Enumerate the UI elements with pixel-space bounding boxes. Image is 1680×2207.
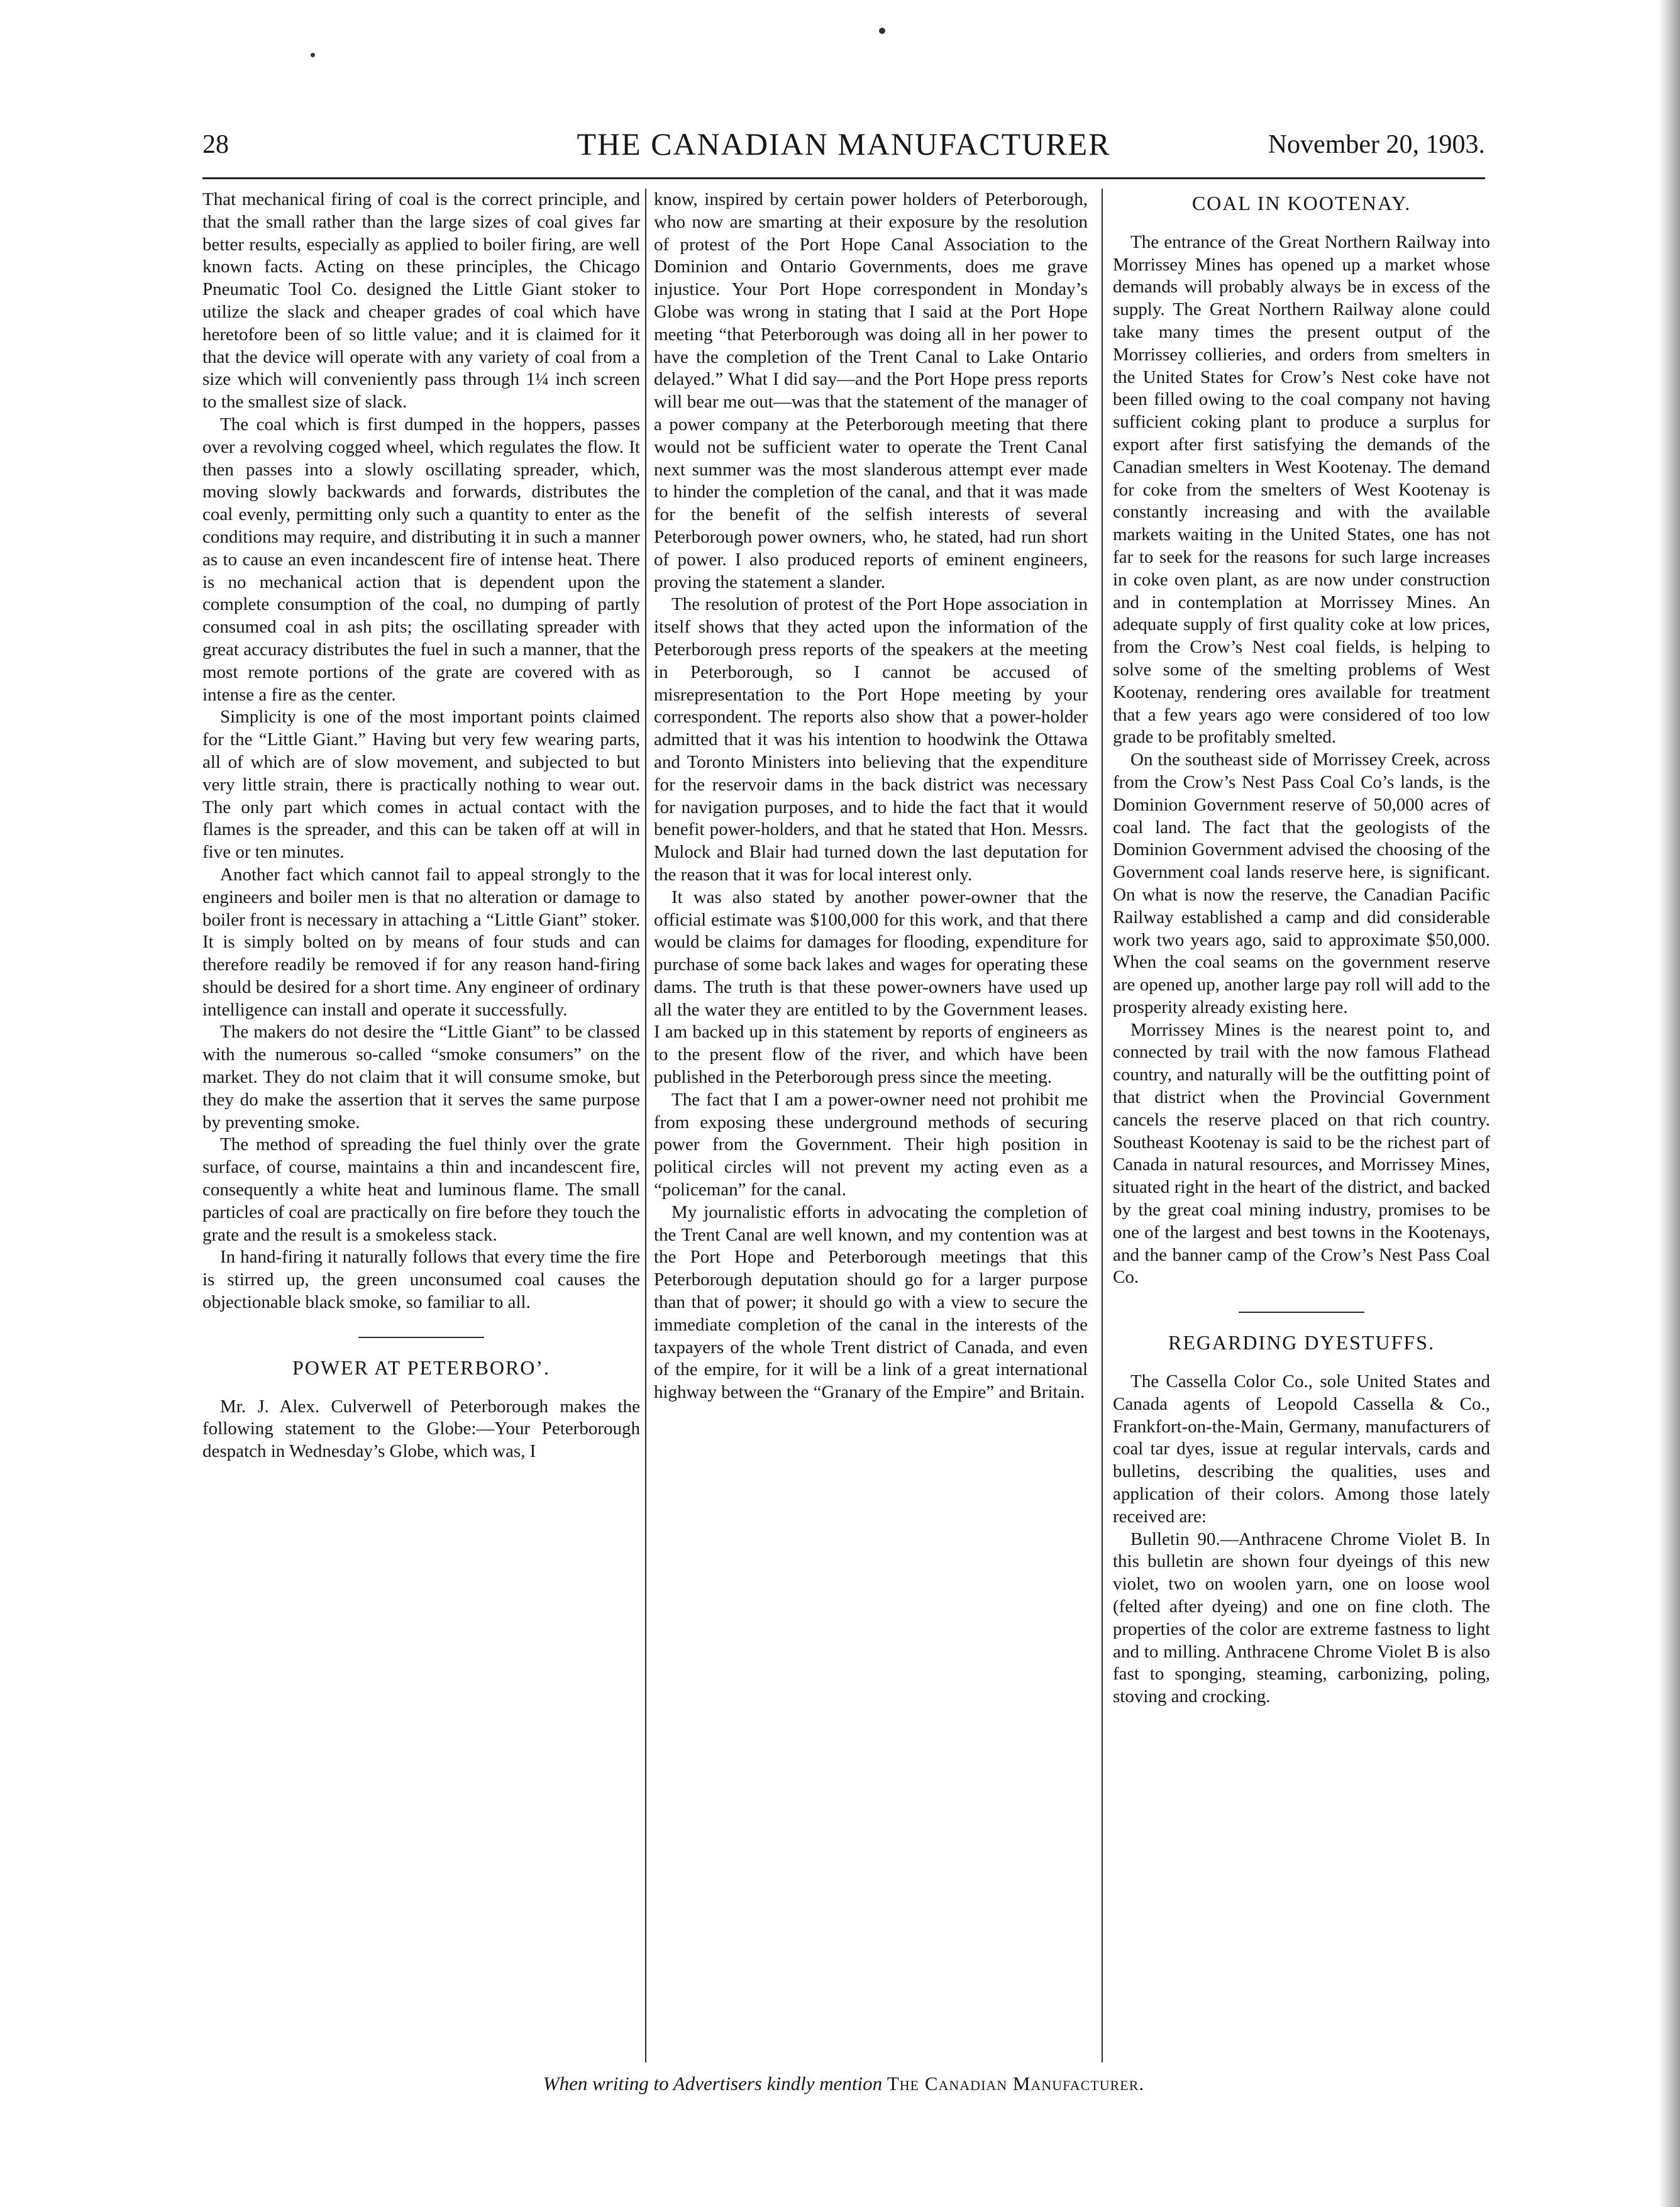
column-1 <box>202 189 640 2062</box>
article-paragraph: Mr. J. Alex. Culverwell of Peterborough makes the following statement to the Globe:—Your Peterborough despatch in Wednesday’s Globe, which was, I <box>202 1396 640 1462</box>
column-2 <box>654 189 1088 2062</box>
section-divider <box>1239 1312 1364 1313</box>
column-3 <box>1113 189 1490 2062</box>
column-rule-2 <box>1102 189 1103 2062</box>
article-paragraph: The entrance of the Great Northern Railway into Morrissey Mines has opened up a market whose demands will probably always be in excess of the supply. The Great Northern Railway alone could take many times the present output of the Morrissey collieries, and orders from smelters in the United States for Crow’s Nest coke have not been filled owing to the coal company not having sufficient coking plant to produce a surplus for export after first satisfying the demands of the Canadian smelters in West Kootenay. The demand for coke from the smelters of West Kootenay is constantly increasing and with the available markets waiting in the United States, one has not far to seek for the reasons for such large increases in coke oven plant, as are now under construction and in contemplation at Morrissey Mines. An adequate supply of first quality coke at low prices, from the Crow’s Nest coal fields, is helping to solve some of the smelting problems of West Kootenay, rendering ores available for treatment that a few years ago were considered of too low grade to be profitably smelted. <box>1113 231 1490 748</box>
masthead: THE CANADIAN MANUFACTURER <box>577 126 1111 162</box>
article-paragraph: On the southeast side of Morrissey Creek, across from the Crow’s Nest Pass Coal Co’s lands, is the Dominion Government reserve of 50,000 acres of coal land. The fact that the geologists of the Dominion Government advised the choosing of the Government coal lands reserve here, is significant. On what is now the reserve, the Canadian Pacific Railway established a camp and did considerable work two years ago, said to approximate $50,000. When the coal seams on the government reserve are opened up, another large pay roll will add to the prosperity already existing here. <box>1113 749 1490 1017</box>
article-paragraph: That mechanical firing of coal is the correct principle, and that the small rather than the large sizes of coal gives far better results, especially as applied to boiler firing, are well known facts. Acting on these principles, the Chicago Pneumatic Tool Co. designed the Little Giant stoker to utilize the slack and cheaper grades of coal which have heretofore been of so little value; and it is claimed for it that the device will operate with any variety of coal from a size which will conveniently pass through 1¼ inch screen to the smallest size of slack. <box>202 189 640 412</box>
article-heading: COAL IN KOOTENAY. <box>1191 192 1412 214</box>
article-paragraph: In hand-firing it naturally follows that every time the fire is stirred up, the green unconsumed coal causes the objectionable black smoke, so familiar to all. <box>202 1247 640 1313</box>
print-speck <box>311 53 315 57</box>
article-paragraph: The makers do not desire the “Little Giant” to be classed with the numerous so-called “smoke consumers” on the market. They do not claim that it will consume smoke, but they do make the assertion that it serves the same purpose by preventing smoke. <box>202 1022 640 1132</box>
article-heading: REGARDING DYESTUFFS. <box>1168 1331 1435 1354</box>
article-paragraph: know, inspired by certain power holders of Peterborough, who now are smarting at their exposure by the resolution of protest of the Port Hope Canal Association to the Dominion and Ontario Governments, does me grave injustice. Your Port Hope correspondent in Monday’s Globe was wrong in stating that I said at the Port Hope meeting “that Peterborough was doing all in her power to have the completion of the Trent Canal to Lake Ontario delayed.” What I did say—and the Port Hope press reports will bear me out—was that the statement of the manager of a power company at the Peterborough meeting that there would not be sufficient water to operate the Trent Canal next summer was the most slanderous attempt ever made to hinder the completion of the canal, and that it was made for the benefit of the selfish interests of several Peterborough power owners, who, he stated, had run short of power. I also produced reports of eminent engineers, proving the statement a slander. <box>654 189 1088 592</box>
page-number: 28 <box>202 130 229 159</box>
article-paragraph: Another fact which cannot fail to appeal strongly to the engineers and boiler men is that no alteration or damage to boiler front is necessary in attaching a “Little Giant” stoker. It is simply bolted on by means of four studs and can therefore readily be removed if for any reason hand-firing should be desired for a short time. Any engineer of ordinary intelligence can install and operate it successfully. <box>202 864 640 1020</box>
footer-publication-name: The Canadian Manufacturer. <box>887 2072 1145 2094</box>
issue-date: November 20, 1903. <box>1268 130 1485 159</box>
article-paragraph: Simplicity is one of the most important points claimed for the “Little Giant.” Having but very few wearing parts, all of which are of slow movement, and subjected to but very little strain, there is practically nothing to wear out. The only part which comes in actual contact with the flames is the spreader, and this can be taken off at will in five or ten minutes. <box>202 707 640 863</box>
header-rule <box>202 177 1485 179</box>
article-heading: POWER AT PETERBORO’. <box>292 1356 551 1379</box>
page-header <box>202 126 1485 170</box>
print-speck <box>879 28 885 34</box>
article-paragraph: Morrissey Mines is the nearest point to, and connected by trail with the now famous Flathead country, and naturally will be the outfitting point of that district when the Provincial Government cancels the reserve placed on that rich country. Southeast Kootenay is said to be the richest part of Canada in natural resources, and Morrissey Mines, situated right in the heart of the district, and backed by the great coal mining industry, promises to be one of the largest and best towns in the Kootenays, and the banner camp of the Crow’s Nest Pass Coal Co. <box>1113 1019 1490 1288</box>
footer-text: When writing to Advertisers kindly mention <box>543 2072 883 2094</box>
article-paragraph: The fact that I am a power-owner need not prohibit me from exposing these underground methods of securing power from the Government. Their high position in political circles will not prevent my acting even as a “policeman” for the canal. <box>654 1089 1088 1200</box>
article-paragraph: The method of spreading the fuel thinly over the grate surface, of course, maintains a thin and incandescent fire, consequently a white heat and luminous flame. The small particles of coal are practically on fire before they touch the grate and the result is a smokeless stack. <box>202 1134 640 1245</box>
column-rule-1 <box>645 189 646 2062</box>
page-footer <box>202 2072 1485 2095</box>
article-paragraph: The resolution of protest of the Port Hope association in itself shows that they acted upon the information of the Peterborough press reports of the speakers at the meeting in Peterborough, so I cannot be accused of misrepresentation to the Port Hope meeting by your correspondent. The reports also show that a power-holder admitted that it was his intention to hoodwink the Ottawa and Toronto Ministers into believing that the expenditure for the reservoir dams in the back district was necessary for navigation purposes, and to hide the fact that it would benefit power-holders, and that he stated that Hon. Messrs. Mulock and Blair had turned down the last deputation for the reason that it was for local interest only. <box>654 594 1088 885</box>
article-paragraph: It was also stated by another power-owner that the official estimate was $100,000 for this work, and that there would be claims for damages for flooding, expenditure for purchase of some back lakes and wages for operating these dams. The truth is that these power-owners have used up all the water they are entitled to by the Government leases. I am backed up in this statement by reports of engineers as to the present flow of the river, and which have been published in the Peterborough press since the meeting. <box>654 887 1088 1088</box>
article-paragraph: Bulletin 90.—Anthracene Chrome Violet B. In this bulletin are shown four dyeings of this new violet, two on woolen yarn, one on loose wool (felted after dyeing) and one on fine cloth. The properties of the color are extreme fastness to light and to milling. Anthracene Chrome Violet B is also fast to sponging, steaming, carbonizing, poling, stoving and crocking. <box>1113 1529 1490 1707</box>
article-paragraph: The Cassella Color Co., sole United States and Canada agents of Leopold Cassella & Co., Frankfort-on-the-Main, Germany, manufacturers of coal tar dyes, issue at regular intervals, cards and bulletins, describing the qualities, uses and application of their colors. Among those lately received are: <box>1113 1371 1490 1527</box>
article-paragraph: My journalistic efforts in advocating the completion of the Trent Canal are well known, and my contention was at the Port Hope and Peterborough meetings that this Peterborough deputation should go for a larger purpose than that of power; it should go with a view to secure the immediate completion of the canal in the interests of the taxpayers of the whole Trent district of Canada, and even of the empire, for it will be a link of a great international highway between the “Granary of the Empire” and Britain. <box>654 1202 1088 1403</box>
page-binding-edge <box>1659 0 1680 2207</box>
section-divider <box>358 1337 484 1338</box>
article-paragraph: The coal which is first dumped in the hoppers, passes over a revolving cogged wheel, which regulates the flow. It then passes into a slowly oscillating spreader, which, moving slowly backwards and forwards, distributes the coal evenly, permitting only such a quantity to enter as the conditions may require, and distributing it in such a manner as to cause an even incandescent fire of intense heat. There is no mechanical action that is dependent upon the complete consumption of the coal, no dumping of partly consumed coal in ash pits; the oscillating spreader with great accuracy distributes the fuel in such a manner, that the most remote portions of the grate are covered with as intense a fire as the center. <box>202 414 640 705</box>
